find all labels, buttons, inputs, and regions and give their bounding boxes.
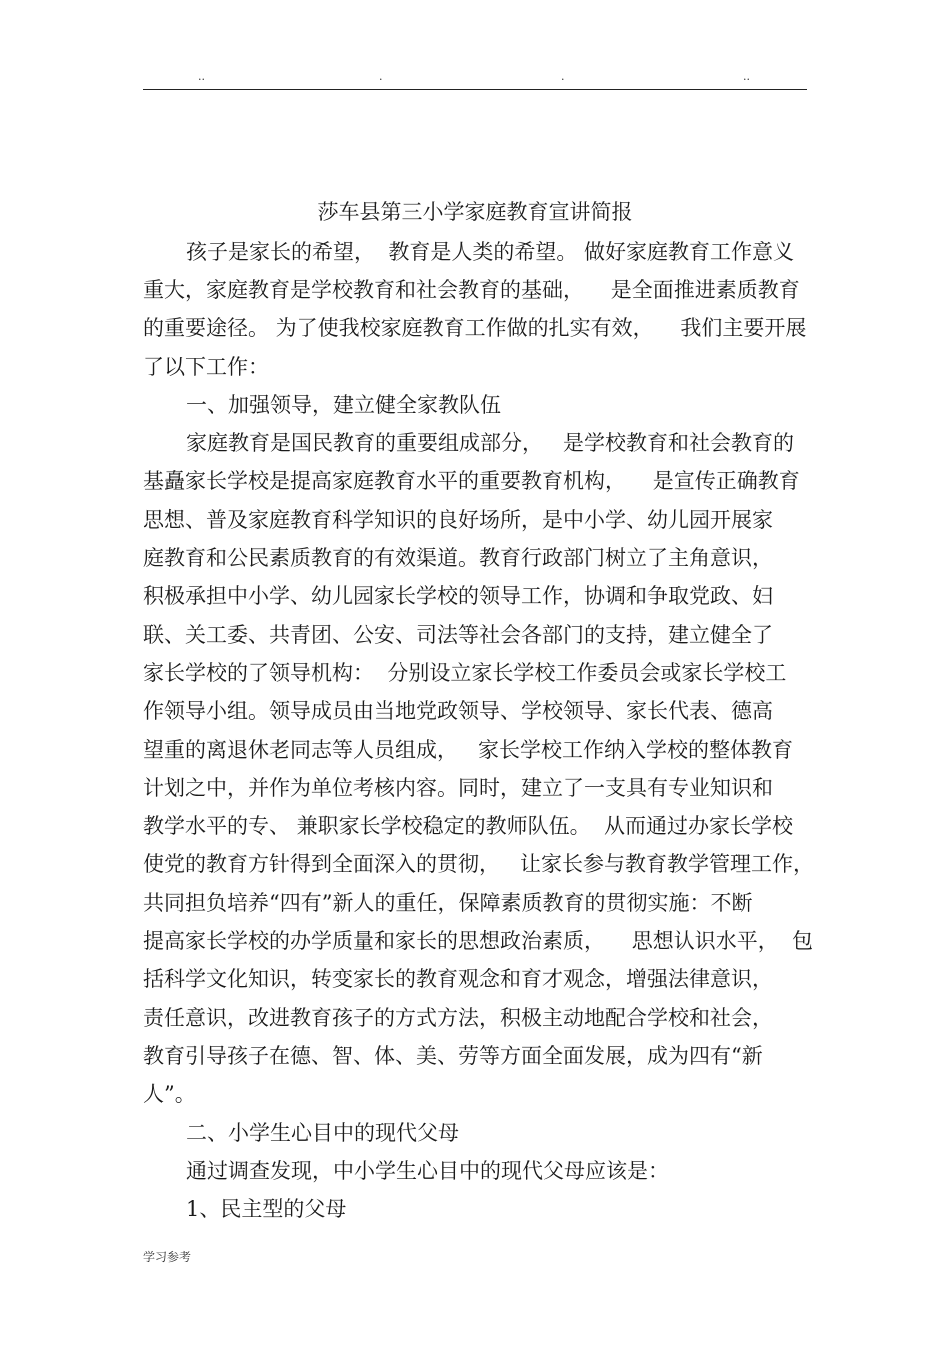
body-line: 思想、普及家庭教育科学知识的良好场所，是中小学、幼儿园开展家 <box>143 508 773 532</box>
body-line: 计划之中，并作为单位考核内容。同时，建立了一支具有专业知识和 <box>143 776 773 800</box>
body-line: 教学水平的专、 兼职家长学校稳定的教师队伍。 从而通过办家长学校 <box>143 814 794 838</box>
header-mark: . <box>561 70 565 83</box>
body-line: 使党的教育方针得到全面深入的贯彻， 让家长参与教育教学管理工作， <box>143 852 815 876</box>
body-line: 家长学校的了领导机构： 分别设立家长学校工作委员会或家长学校工 <box>143 661 787 685</box>
page-header <box>143 70 807 86</box>
section-heading: 二、小学生心目中的现代父母 <box>186 1121 459 1145</box>
document-title: 莎车县第三小学家庭教育宣讲简报 <box>317 200 633 224</box>
header-divider <box>143 89 807 90</box>
body-line: 教育引导孩子在德、智、体、美、劳等方面全面发展，成为四有“新 <box>143 1044 763 1068</box>
body-line: 重大，家庭教育是学校教育和社会教育的基础， 是全面推进素质教育 <box>143 278 800 302</box>
body-line: 家庭教育是国民教育的重要组成部分， 是学校教育和社会教育的 <box>186 431 795 455</box>
body-line: 作领导小组。领导成员由当地党政领导、学校领导、家长代表、德高 <box>143 699 773 723</box>
body-line: 通过调查发现，中小学生心目中的现代父母应该是： <box>186 1159 669 1183</box>
body-line: 的重要途径。 为了使我校家庭教育工作做的扎实有效， 我们主要开展 <box>143 316 807 340</box>
page-footer: 学习参考 <box>143 1250 192 1264</box>
header-mark: .. <box>198 70 205 83</box>
body-line: 括科学文化知识，转变家长的教育观念和育才观念，增强法律意识， <box>143 967 773 991</box>
body-line: 了以下工作： <box>143 355 269 379</box>
body-line: 责任意识，改进教育孩子的方式方法，积极主动地配合学校和社会， <box>143 1006 773 1030</box>
body-line: 人”。 <box>143 1082 196 1106</box>
body-line: 基矗家长学校是提高家庭教育水平的重要教育机构， 是宣传正确教育 <box>143 469 800 493</box>
body-line: 共同担负培养“四有”新人的重任，保障素质教育的贯彻实施：不断 <box>143 891 753 915</box>
body-line: 联、关工委、共青团、公安、司法等社会各部门的支持，建立健全了 <box>143 623 773 647</box>
body-line: 积极承担中小学、幼儿园家长学校的领导工作，协调和争取党政、妇 <box>143 584 773 608</box>
header-mark: . <box>379 70 383 83</box>
section-heading: 一、加强领导，建立健全家教队伍 <box>186 393 501 417</box>
body-line: 庭教育和公民素质教育的有效渠道。教育行政部门树立了主角意识， <box>143 546 773 570</box>
list-item: 1、民主型的父母 <box>186 1197 347 1221</box>
body-line: 孩子是家长的希望， 教育是人类的希望。 做好家庭教育工作意义 <box>186 240 795 264</box>
header-mark: .. <box>743 70 750 83</box>
body-line: 提高家长学校的办学质量和家长的思想政治素质， 思想认识水平， 包 <box>143 929 814 953</box>
body-line: 望重的离退休老同志等人员组成， 家长学校工作纳入学校的整体教育 <box>143 738 794 762</box>
